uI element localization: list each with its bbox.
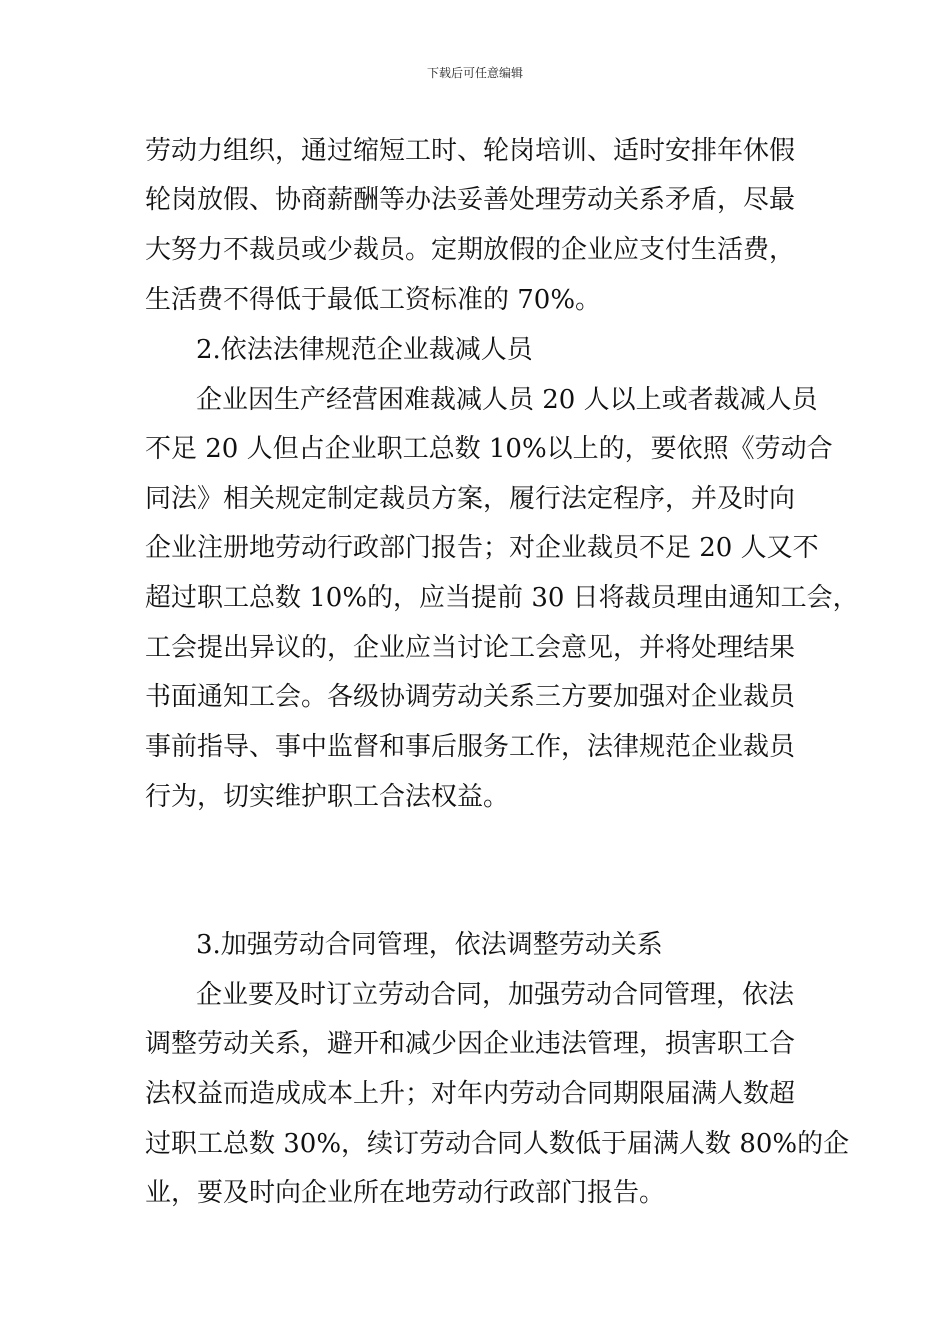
paragraph-line: 轮岗放假、协商薪酬等办法妥善处理劳动关系矛盾，尽最 <box>145 185 796 215</box>
paragraph-line: 行为，切实维护职工合法权益。 <box>145 782 510 812</box>
paragraph-line: 同法》相关规定制定裁员方案，履行法定程序，并及时向 <box>145 484 796 514</box>
paragraph-line: 企业注册地劳动行政部门报告；对企业裁员不足 20 人又不 <box>145 533 819 563</box>
section-heading-3: 3.加强劳动合同管理，依法调整劳动关系 <box>196 930 663 960</box>
paragraph-line: 不足 20 人但占企业职工总数 10%以上的，要依照《劳动合 <box>145 434 833 464</box>
paragraph-line: 书面通知工会。各级协调劳动关系三方要加强对企业裁员 <box>145 682 796 712</box>
paragraph-line: 企业要及时订立劳动合同，加强劳动合同管理，依法 <box>196 980 795 1010</box>
paragraph-line: 超过职工总数 10%的，应当提前 30 日将裁员理由通知工会， <box>145 583 859 613</box>
section-heading-2: 2.依法法律规范企业裁减人员 <box>196 335 533 365</box>
paragraph-line: 企业因生产经营困难裁减人员 20 人以上或者裁减人员 <box>196 385 818 415</box>
paragraph-line: 生活费不得低于最低工资标准的 70%。 <box>145 285 602 315</box>
page-header: 下载后可任意编辑 <box>426 66 523 80</box>
paragraph-line: 业，要及时向企业所在地劳动行政部门报告。 <box>145 1178 666 1208</box>
paragraph-line: 大努力不裁员或少裁员。定期放假的企业应支付生活费， <box>145 235 796 265</box>
paragraph-line: 过职工总数 30%，续订劳动合同人数低于届满人数 80%的企 <box>145 1129 850 1159</box>
paragraph-line: 事前指导、事中监督和事后服务工作，法律规范企业裁员 <box>145 732 796 762</box>
paragraph-line: 劳动力组织，通过缩短工时、轮岗培训、适时安排年休假 <box>145 136 796 166</box>
paragraph-line: 调整劳动关系，避开和减少因企业违法管理，损害职工合 <box>145 1029 796 1059</box>
paragraph-line: 法权益而造成成本上升；对年内劳动合同期限届满人数超 <box>145 1079 796 1109</box>
paragraph-line: 工会提出异议的，企业应当讨论工会意见，并将处理结果 <box>145 633 796 663</box>
